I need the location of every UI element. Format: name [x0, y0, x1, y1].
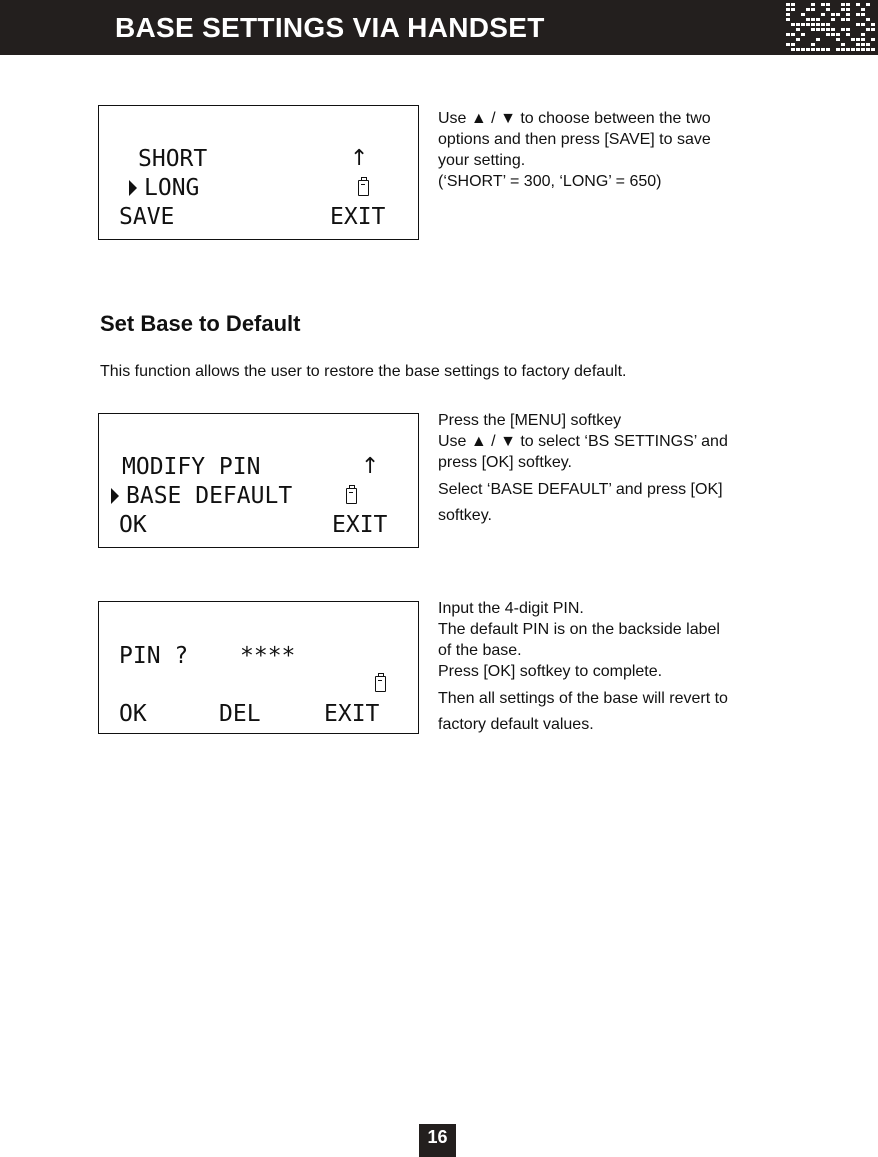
lcd-screen-pin-entry	[98, 601, 419, 734]
softkey-exit[interactable]: EXIT	[324, 701, 380, 727]
section-title: Set Base to Default	[100, 311, 301, 336]
lcd-option-short: SHORT	[138, 146, 208, 172]
page-header	[0, 0, 878, 55]
page-title: BASE SETTINGS VIA HANDSET	[115, 12, 545, 43]
softkey-exit[interactable]: EXIT	[330, 204, 386, 230]
selection-cursor-icon	[111, 488, 119, 504]
instructions-pin-entry	[438, 598, 728, 738]
softkey-save[interactable]: SAVE	[119, 204, 175, 230]
instructions-distance	[438, 108, 711, 192]
instruction-line: your setting.	[438, 152, 526, 169]
instructions-base-menu	[438, 410, 728, 529]
battery-icon	[346, 488, 357, 504]
instruction-line: Use ▲ / ▼ to select ‘BS SETTINGS’ and	[438, 433, 728, 450]
decorative-pattern-icon	[786, 2, 876, 53]
instruction-line: of the base.	[438, 642, 522, 659]
instruction-line: Select ‘BASE DEFAULT’ and press [OK]	[438, 481, 723, 498]
softkey-ok[interactable]: OK	[119, 512, 147, 538]
lcd-option-modify-pin: MODIFY PIN	[122, 454, 261, 480]
softkey-del[interactable]: DEL	[219, 701, 261, 727]
pin-value: ****	[240, 643, 296, 669]
battery-icon	[358, 180, 369, 196]
selection-cursor-icon	[129, 180, 137, 196]
instruction-line: softkey.	[438, 507, 492, 524]
softkey-ok[interactable]: OK	[119, 701, 147, 727]
instruction-line: The default PIN is on the backside label	[438, 621, 720, 638]
instruction-line: press [OK] softkey.	[438, 454, 572, 471]
lcd-screen-base-menu	[98, 413, 419, 548]
pin-prompt: PIN ?	[119, 643, 189, 669]
instruction-line: options and then press [SAVE] to save	[438, 131, 711, 148]
arrow-up-icon: ↑	[350, 146, 369, 171]
instruction-line: factory default values.	[438, 716, 594, 733]
section-intro: This function allows the user to restore the base settings to factory default.	[100, 363, 627, 380]
instruction-line: (‘SHORT’ = 300, ‘LONG’ = 650)	[438, 173, 662, 190]
instruction-line: Press the [MENU] softkey	[438, 412, 622, 429]
softkey-exit[interactable]: EXIT	[332, 512, 388, 538]
instruction-line: Then all settings of the base will revert to	[438, 690, 728, 707]
battery-icon	[375, 676, 386, 692]
instruction-line: Press [OK] softkey to complete.	[438, 663, 663, 680]
page-number: 16	[419, 1124, 456, 1157]
instruction-line: Input the 4-digit PIN.	[438, 600, 584, 617]
lcd-option-long: LONG	[144, 175, 200, 201]
arrow-up-icon: ↑	[361, 454, 380, 479]
lcd-option-base-default: BASE DEFAULT	[126, 483, 293, 509]
lcd-screen-distance	[98, 105, 419, 240]
instruction-line: Use ▲ / ▼ to choose between the two	[438, 110, 711, 127]
